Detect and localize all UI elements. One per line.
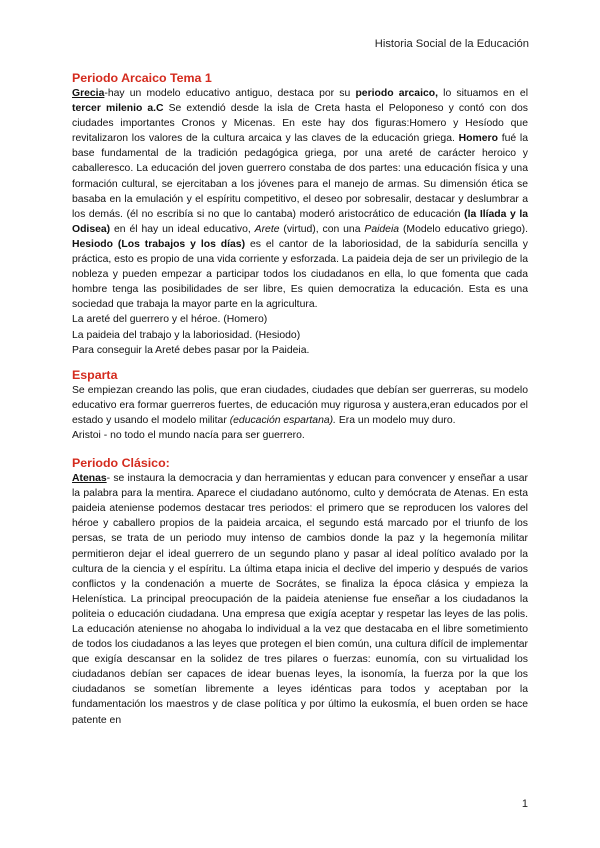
term-atenas: Atenas — [72, 473, 107, 485]
term-periodo-arcaico: periodo arcaico, — [355, 88, 438, 99]
term-grecia: Grecia — [72, 88, 105, 99]
text-span: (virtud), con una — [279, 223, 365, 235]
line-aristoi: Aristoi - no todo el mundo nacía para ser guerrero. — [72, 429, 305, 441]
spacer — [72, 358, 528, 367]
section-heading-arcaico: Periodo Arcaico Tema 1 — [72, 71, 212, 85]
term-tercer-milenio: tercer milenio a.C — [72, 103, 164, 115]
term-iliada-odisea: (la Ilíada y la Odisea) — [72, 208, 528, 235]
term-educacion-espartana: (educación espartana). — [229, 414, 336, 426]
term-arete: Arete — [254, 223, 280, 235]
term-homero: Homero — [458, 133, 498, 145]
paragraph-arcaico — [72, 86, 528, 312]
section-heading-esparta: Esparta — [72, 367, 118, 382]
text-span: (Modelo educativo griego). — [399, 223, 528, 235]
term-hesiodo: Hesiodo (Los trabajos y los días) — [72, 238, 246, 250]
text-span: es el cantor de la laboriosidad, de la sabiduría sencilla y práctica, esto es propio de una vida corriente y esforzada. La paideia deja de ser un privilegio de la nobleza y pueden empezar a participar todos los ciudadanos en ella, lo que fomenta que cada hombre tenga las posibilidades de ser libre, Es quien democratiza la educación. Esta es una sociedad que trabaja la mayor parte en la agricultura. — [72, 238, 528, 311]
text-span: -hay un modelo educativo antiguo, destaca por su — [104, 88, 356, 99]
document-header: Historia Social de la Educación — [374, 38, 529, 50]
text-span: Se extendió desde la isla de Creta hasta el Peloponeso y contó con dos ciudades importantes Cronos y Micenas. En este hay dos figuras:Homero y Hesíodo que revitalizaron los valores de la cultura arcaica y las claves de la educación griega. — [72, 103, 528, 145]
line-paideia-hesiodo: La paideia del trabajo y la laboriosidad. (Hesiodo) — [72, 329, 301, 341]
text-span: Se empiezan creando las polis, que eran ciudades, ciudades que debían ser guerreras, su modelo educativo era formar guerreros fuertes, de educación muy rigurosa y austera,eran educados por el estado y usando el modelo militar — [72, 384, 528, 426]
text-span: en él hay un ideal educativo, — [110, 223, 255, 235]
text-span: fué la base fundamental de la tradición pedagógica griega, por una areté de carácter heroico y caballeresco. La educación del joven guerrero constaba de dos partes: una educación física y una formación cultural, se ejercitaban a los jóvenes para el manejo de armas. Su dimensión ética se basaba en la emulación y el espíritu competitivo, el deseo por sobresalir, destacar y deslumbrar a los demás. (él no escribía si no que lo cantaba) moderó aristocrático de educación — [72, 133, 528, 220]
line-arete-homero: La areté del guerrero y el héroe. (Homero) — [72, 314, 268, 326]
page-number: 1 — [521, 798, 528, 810]
term-paideia: Paideia — [364, 223, 400, 235]
section-heading-clasico: Periodo Clásico: — [72, 456, 170, 471]
paragraph-esparta — [72, 383, 528, 428]
text-span: Era un modelo muy duro. — [335, 414, 456, 426]
paragraph-clasico — [72, 471, 528, 728]
spacer — [72, 443, 528, 455]
line-conseguir-arete: Para conseguir la Areté debes pasar por la Paideia. — [72, 344, 310, 356]
document-body — [72, 70, 528, 728]
text-span: - se instaura la democracia y dan herramientas y educan para convencer y enseñar a usar la palabra para la mentira. Aparece el ciudadano autónomo, culto y demócrata de Atenas. En esta paideia ateniense podemos destacar tres periodos: el primero que se reproducen los valores del héroe y caballero propios de la paideia arcaica, el segundo está marcado por el triunfo de los persas, se trata de un periodo muy intenso de cambios donde la paz y la hegemonía militar permitieron dejar el ideal guerrero de un segundo plano y pasar al ideal político avalado por la cultura de la ciencia y el espíritu. La última etapa inicia el declive del imperio y después de varios conflictos y la condenación a muerte de Socrátes, se finaliza la época clásica y empieza la Helenística. La principal preocupación de la paideia ateniense fue enseñar a los ciudadanos la politeia o educación ciudadana. Una empresa que exigía aceptar y respetar las leyes de las polis. La educación ateniense no ahogaba lo individual a la vez que destacaba en el libre sometimiento de todos los ciudadanos a las leyes que protegen el bien común, una cultura difícil de implementar que exigía descansar en la solidez de tres pilares o fuerzas: eunomía, con su virtualidad los ciudadanos debían ser capaces de idear buenas leyes, la isonomía, la fuerza por la que los ciudadanos se sometían libremente a leyes idénticas para todos y aceptaban por la fundamentación los maestros y de clase política y por último la eukosmía, el buen orden se hace patente en — [72, 473, 528, 726]
text-span: lo situamos en el — [438, 88, 529, 99]
